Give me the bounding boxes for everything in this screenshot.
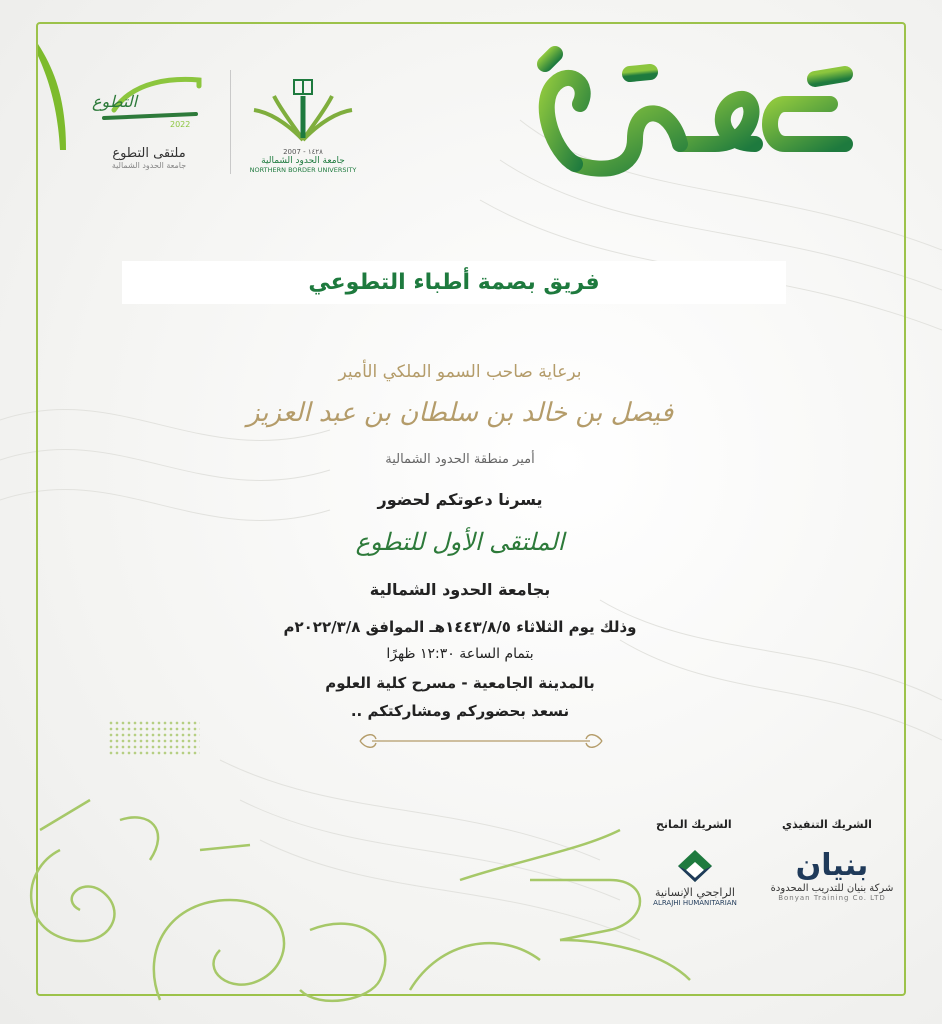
- forum-name: ملتقى التطوع: [112, 146, 186, 161]
- alrajhi-name-ar: الراجحي الإنسانية: [655, 886, 735, 899]
- university-name-en: NORTHERN BORDER UNIVERSITY: [249, 166, 357, 174]
- university-emblem-icon: [246, 72, 360, 144]
- accent-stroke: [36, 42, 70, 152]
- team-banner: [122, 261, 786, 304]
- university-years: 2007 - ١٤٢٨: [283, 148, 323, 156]
- date-line: وذلك يوم الثلاثاء ١٤٤٣/٨/٥هـ الموافق ٢٠٢٢/٣/٨م: [283, 618, 637, 636]
- dawa-calligraphy-top: [515, 44, 860, 199]
- bonyan-name-en: Bonyan Training Co. LTD: [778, 894, 886, 902]
- logo-separator: [230, 70, 231, 174]
- prince-name: فيصل بن خالد بن سلطان بن عبد العزيز: [246, 398, 674, 428]
- university-logo: [246, 72, 360, 178]
- university-name-ar: جامعة الحدود الشمالية: [261, 156, 345, 166]
- alrajhi-name-en: ALRAJHI HUMANITARIAN: [653, 899, 737, 907]
- patronage-line: برعاية صاحب السمو الملكي الأمير: [338, 362, 582, 382]
- ornament-divider: [358, 730, 604, 752]
- bonyan-logo-text: بنيان: [795, 848, 869, 883]
- alrajhi-diamond-icon: [640, 848, 750, 882]
- alrajhi-logo: [640, 848, 750, 918]
- dawa-outline-calligraphy: [0, 790, 700, 1024]
- team-banner-title: فريق بصمة أطباء التطوعي: [308, 270, 600, 295]
- bonyan-name-ar: شركة بنيان للتدريب المحدودة: [770, 883, 894, 894]
- forum-year: 2022: [170, 120, 191, 129]
- bonyan-logo: [762, 848, 902, 918]
- grantor-partner-label: الشريك المانح: [656, 818, 732, 831]
- executive-partner-label: الشريك التنفيذي: [782, 818, 872, 831]
- forum-university: جامعة الحدود الشمالية: [111, 161, 187, 170]
- time-line: بتمام الساعة ١٢:٣٠ ظهرًا: [386, 646, 534, 662]
- forum-script-text: التطوع: [92, 92, 138, 111]
- location-line: بالمدينة الجامعية - مسرح كلية العلوم: [325, 674, 595, 692]
- volunteer-forum-logo: [84, 70, 214, 180]
- closing-line: نسعد بحضوركم ومشاركتكم ..: [350, 702, 570, 720]
- invite-line: يسرنا دعوتكم لحضور: [377, 490, 543, 509]
- prince-title: أمير منطقة الحدود الشمالية: [385, 452, 535, 467]
- event-name: الملتقى الأول للتطوع: [355, 528, 565, 556]
- venue-university: بجامعة الحدود الشمالية: [369, 580, 551, 599]
- dot-grid-decoration: [108, 720, 200, 756]
